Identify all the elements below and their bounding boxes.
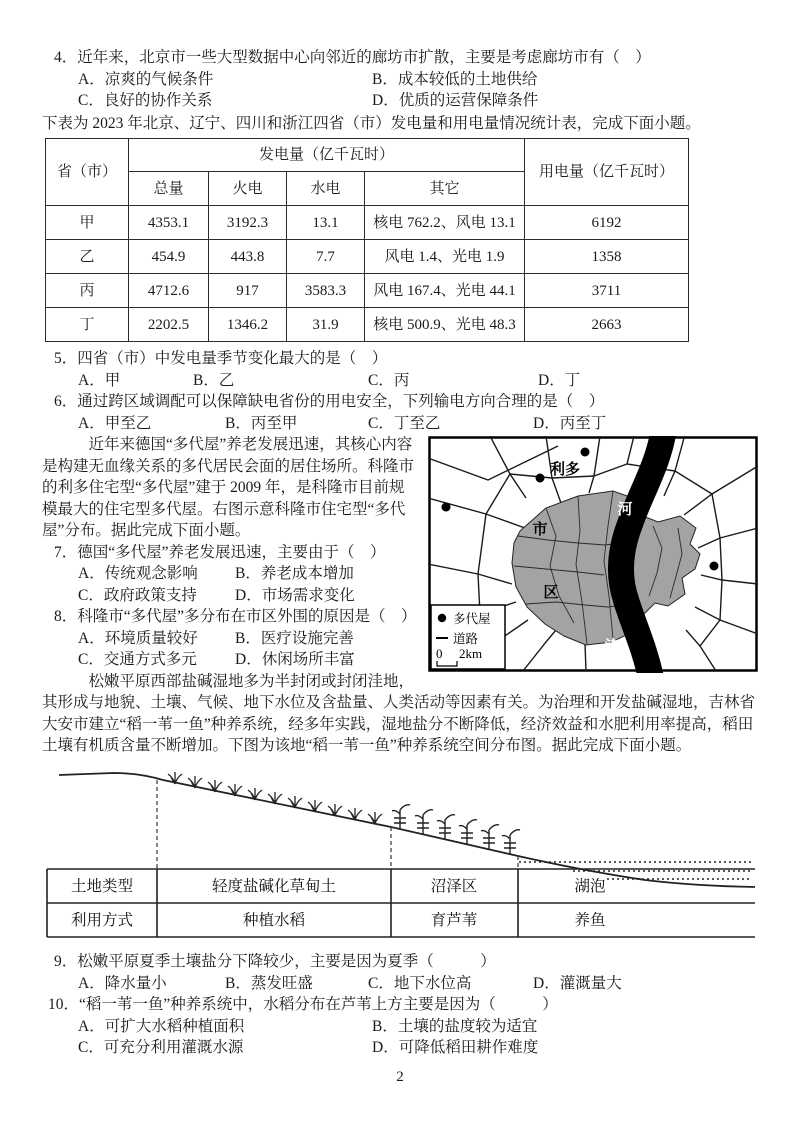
question-5-options — [42, 370, 758, 392]
rice-plants — [168, 772, 382, 824]
cell: 1358 — [525, 240, 689, 274]
q4-option-c: C．良好的协作关系 — [78, 92, 213, 109]
zone-dividers — [157, 780, 518, 869]
cell: 1346.2 — [209, 308, 287, 342]
legend-dot-label: 多代屋 — [453, 612, 491, 626]
cologne-map-figure — [428, 436, 758, 677]
cell: 443.8 — [209, 240, 287, 274]
subheader-total: 总量 — [129, 172, 209, 206]
cell: 核电 500.9、光电 48.3 — [365, 308, 525, 342]
q8-option-a: A．环境质量较好 — [78, 629, 198, 647]
cell: 2202.5 — [129, 308, 209, 342]
q9-option-d: D．灌溉量大 — [533, 974, 622, 992]
question-4-options — [42, 69, 758, 112]
q5-option-a: A．甲 — [78, 371, 121, 389]
question-9 — [42, 951, 758, 994]
cell: 核电 762.2、风电 13.1 — [365, 206, 525, 240]
label-qu: 区 — [543, 585, 559, 601]
question-9-stem: 9．松嫩平原夏季土壤盐分下降较少，主要是因为夏季（ ） — [54, 953, 496, 970]
q10-option-a: A．可扩大水稻种植面积 — [78, 1017, 245, 1035]
question-10-options — [42, 1016, 758, 1059]
table-header-row-1 — [46, 139, 689, 172]
use-rice: 种植水稻 — [242, 911, 306, 929]
cell: 丁 — [46, 308, 129, 342]
q6-option-d: D．丙至丁 — [533, 414, 607, 432]
subheader-other: 其它 — [365, 172, 525, 206]
cell: 3711 — [525, 274, 689, 308]
power-table — [45, 138, 689, 342]
q8-option-c: C．交通方式多元 — [78, 651, 197, 668]
table-row — [46, 308, 689, 342]
cell: 7.7 — [287, 240, 365, 274]
table-row — [46, 240, 689, 274]
label-liu: 流 — [604, 639, 620, 655]
q8-option-d: D．休闲场所丰富 — [235, 651, 355, 668]
scale-zero: 0 — [436, 646, 443, 661]
label-shi: 市 — [532, 522, 548, 538]
q7-option-b: B．养老成本增加 — [235, 565, 354, 582]
cell: 454.9 — [129, 240, 209, 274]
map-legend — [431, 605, 505, 669]
q7-option-a: A．传统观念影响 — [78, 565, 198, 582]
table-row — [46, 274, 689, 308]
cell: 13.1 — [287, 206, 365, 240]
landtype-header: 土地类型 — [70, 877, 134, 895]
q4-option-d: D．优质的运营保障条件 — [372, 92, 539, 109]
q9-option-b: B．蒸发旺盛 — [225, 974, 313, 992]
q9-option-a: A．降水量小 — [78, 974, 167, 992]
q9-option-c: C．地下水位高 — [368, 974, 472, 992]
q6-option-c: C．丁至乙 — [368, 414, 441, 432]
legend-dot-icon — [438, 614, 446, 622]
q10-option-b: B．土壤的盐度较为适宜 — [372, 1017, 538, 1035]
cell: 4353.1 — [129, 206, 209, 240]
cell: 3583.3 — [287, 274, 365, 308]
question-5-stem: 5．四省（市）中发电量季节变化最大的是（ ） — [54, 350, 388, 367]
cell: 6192 — [525, 206, 689, 240]
cell: 2663 — [525, 308, 689, 342]
q4-option-b: B．成本较低的土地供给 — [372, 70, 538, 88]
cell: 917 — [209, 274, 287, 308]
multigen-paragraph: 近年来德国“多代屋”养老发展迅速，其核心内容是构建无血缘关系的多代居民会面的居住场所。科隆市的利多住宅型“多代屋”建于 2009 年，是科隆市目前规模最大的住宅型多代屋。右图示意科隆市住宅型“多代屋”分布。据此完成下面小题。 — [42, 436, 415, 539]
page-number: 2 — [396, 1068, 404, 1085]
question-4 — [42, 47, 758, 112]
question-10 — [42, 994, 758, 1059]
cell: 4712.6 — [129, 274, 209, 308]
landtype-meadow: 轻度盐碱化草甸土 — [211, 877, 337, 895]
question-10-stem: 10．“稻一苇一鱼”种养系统中，水稻分布在芦苇上方主要是因为（ ） — [48, 996, 558, 1013]
use-reed: 育芦苇 — [430, 911, 478, 929]
cross-section — [45, 763, 757, 945]
header-generation: 发电量（亿千瓦时） — [129, 139, 525, 172]
question-6 — [42, 391, 758, 434]
reed-plants — [392, 804, 520, 853]
header-usage: 用电量（亿千瓦时） — [525, 139, 689, 206]
question-4-stem: 4．近年来，北京市一些大型数据中心向邻近的廊坊市扩散，主要是考虑廊坊市有（ ） — [54, 49, 651, 66]
cell: 丙 — [46, 274, 129, 308]
q5-option-b: B．乙 — [193, 371, 235, 389]
question-8-stem: 8．科隆市“多代屋”多分布在市区外围的原因是（ ） — [54, 608, 417, 625]
question-9-options — [42, 973, 758, 995]
use-header: 利用方式 — [70, 911, 134, 929]
header-province: 省（市） — [46, 139, 129, 206]
q10-option-d: D．可降低稻田耕作难度 — [372, 1039, 539, 1056]
label-lido: 利多 — [549, 462, 581, 478]
cell: 乙 — [46, 240, 129, 274]
question-7-stem: 7．德国“多代屋”养老发展迅速，主要由于（ ） — [54, 543, 386, 561]
q10-option-c: C．可充分利用灌溉水源 — [78, 1039, 244, 1056]
q8-option-b: B．医疗设施完善 — [235, 629, 354, 647]
question-8-options — [42, 628, 418, 671]
wetland-paragraph: 松嫩平原西部盐碱湿地多为半封闭或封闭洼地，其形成与地貌、土壤、气候、地下水位及含盐量、人类活动等因素有关。为治理和开发盐碱湿地，吉林省大安市建立“稻一苇一鱼”种养系统，经多年实践，湿地盐分不断降低，经济效益和水肥利用率提高，稻田土壤有机质含量不断增加。下图为该地“稻一苇一鱼”种养系统空间分布图。据此完成下面小题。 — [42, 672, 756, 754]
cell: 风电 167.4、光电 44.1 — [365, 274, 525, 308]
question-6-stem: 6．通过跨区域调配可以保障缺电省份的用电安全，下列输电方向合理的是（ ） — [54, 393, 605, 410]
landtype-lake: 湖泡 — [574, 877, 606, 895]
ground-profile — [59, 773, 755, 887]
q7-option-d: D．市场需求变化 — [235, 586, 355, 604]
q4-option-a: A．凉爽的气候条件 — [78, 70, 214, 88]
rice-reed-fish-diagram — [45, 763, 758, 952]
question-7-options — [42, 563, 418, 606]
legend-road-label: 道路 — [453, 632, 479, 646]
landtype-swamp: 沼泽区 — [430, 877, 478, 895]
question-5 — [42, 348, 758, 391]
subheader-thermal: 火电 — [209, 172, 287, 206]
table-row — [46, 206, 689, 240]
subheader-hydro: 水电 — [287, 172, 365, 206]
cell: 31.9 — [287, 308, 365, 342]
cell: 甲 — [46, 206, 129, 240]
q6-option-a: A．甲至乙 — [78, 414, 152, 432]
q7-option-c: C．政府政策支持 — [78, 586, 197, 604]
multigen-section — [42, 434, 758, 757]
cologne-map — [428, 436, 758, 673]
label-he: 河 — [617, 502, 633, 518]
q5-option-d: D．丁 — [538, 371, 581, 389]
cell: 风电 1.4、光电 1.9 — [365, 240, 525, 274]
q5-option-c: C．丙 — [368, 371, 410, 389]
use-fish: 养鱼 — [574, 911, 606, 929]
q6-option-b: B．丙至甲 — [225, 414, 298, 432]
table-intro: 下表为 2023 年北京、辽宁、四川和浙江四省（市）发电量和用电量情况统计表，完成下面小题。 — [42, 114, 701, 132]
cell: 3192.3 — [209, 206, 287, 240]
question-6-options — [42, 413, 758, 435]
scale-label: 2km — [459, 646, 483, 661]
